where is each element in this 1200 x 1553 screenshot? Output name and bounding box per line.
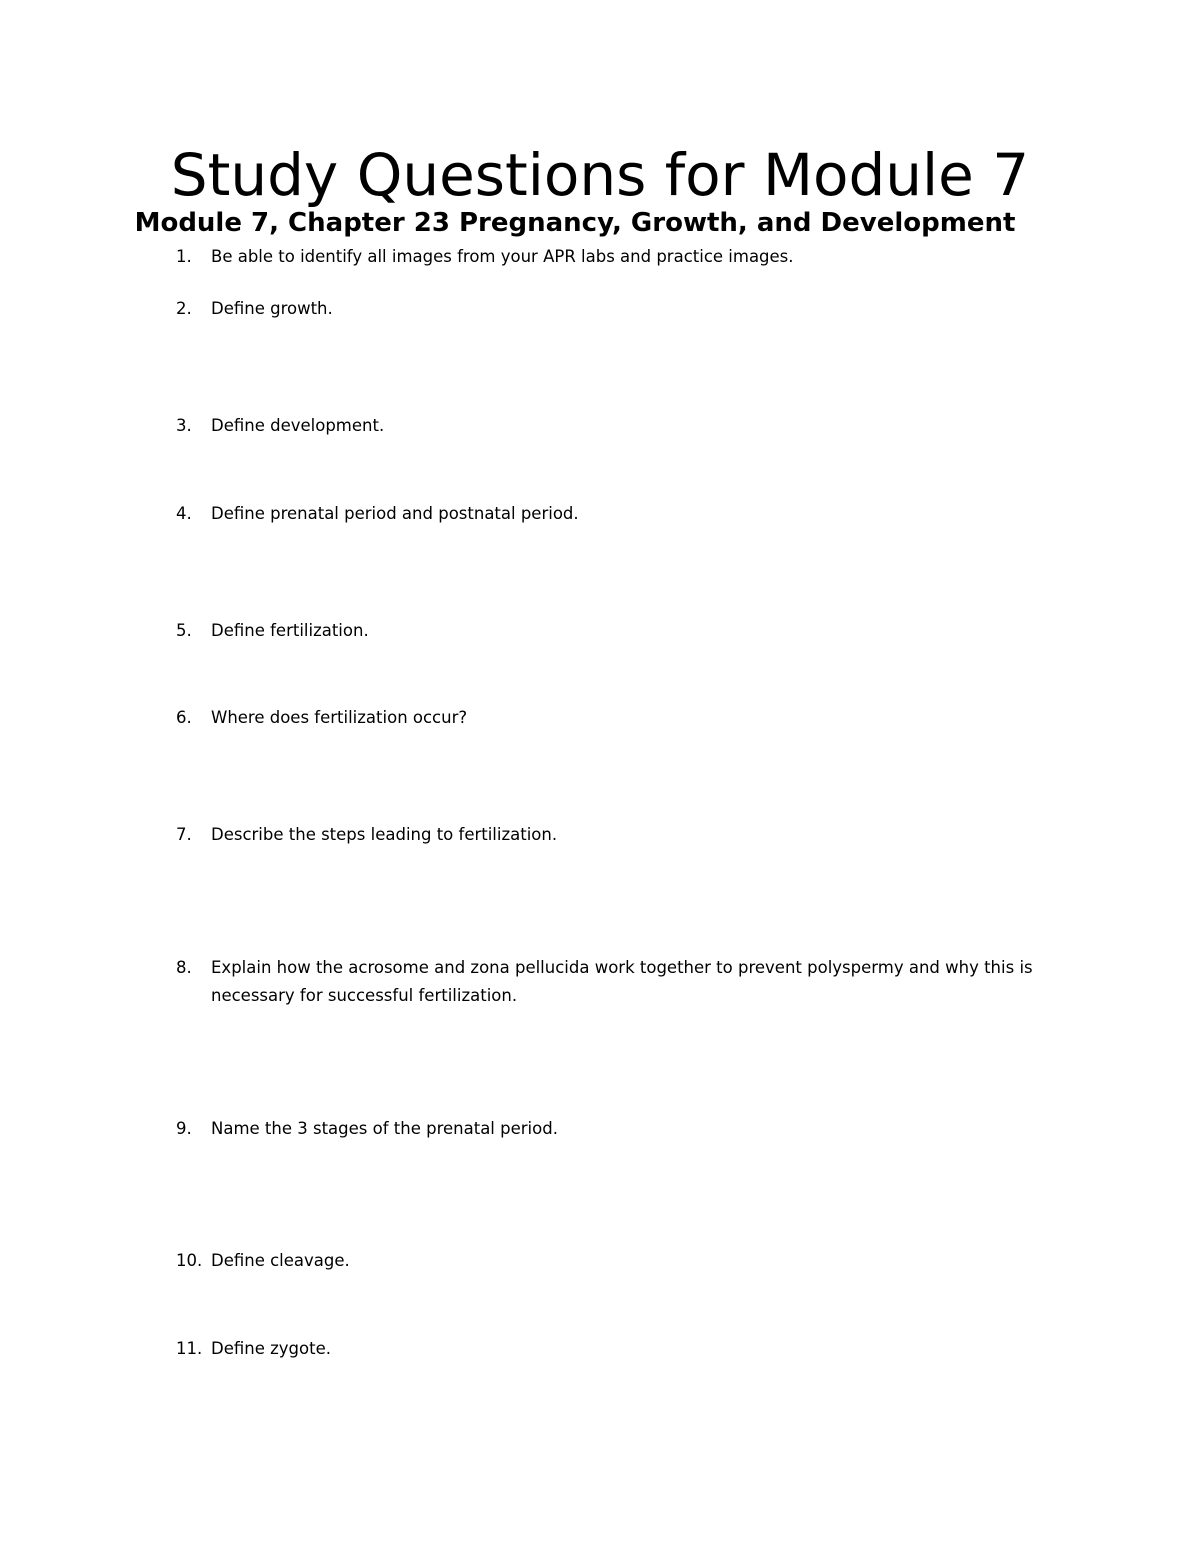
question-text: Define fertilization. [211, 621, 369, 640]
question-number: 5. [176, 621, 192, 640]
question-number: 8. [176, 958, 192, 977]
question-text: Define growth. [211, 299, 333, 318]
question-number: 6. [176, 708, 192, 727]
document-title: Study Questions for Module 7 [170, 141, 1030, 209]
question-text: Define prenatal period and postnatal period. [211, 504, 579, 523]
question-number: 3. [176, 416, 192, 435]
question-text: Define zygote. [211, 1339, 331, 1358]
document-subtitle: Module 7, Chapter 23 Pregnancy, Growth, and Development [134, 208, 1016, 238]
question-text: Explain how the acrosome and zona pellucida work together to prevent polyspermy and why this is necessary for successful fertilization. [211, 958, 1033, 1005]
question-text: Where does fertilization occur? [211, 708, 468, 727]
question-text: Define development. [211, 416, 385, 435]
question-text: Name the 3 stages of the prenatal period. [211, 1119, 558, 1138]
question-number: 10. [176, 1251, 203, 1270]
question-number: 7. [176, 825, 192, 844]
question-number: 4. [176, 504, 192, 523]
question-text: Define cleavage. [211, 1251, 350, 1270]
question-text: Be able to identify all images from your APR labs and practice images. [211, 247, 794, 266]
question-number: 11. [176, 1339, 203, 1358]
question-number: 9. [176, 1119, 192, 1138]
question-number: 1. [176, 247, 192, 266]
question-number: 2. [176, 299, 192, 318]
question-text: Describe the steps leading to fertilization. [211, 825, 558, 844]
